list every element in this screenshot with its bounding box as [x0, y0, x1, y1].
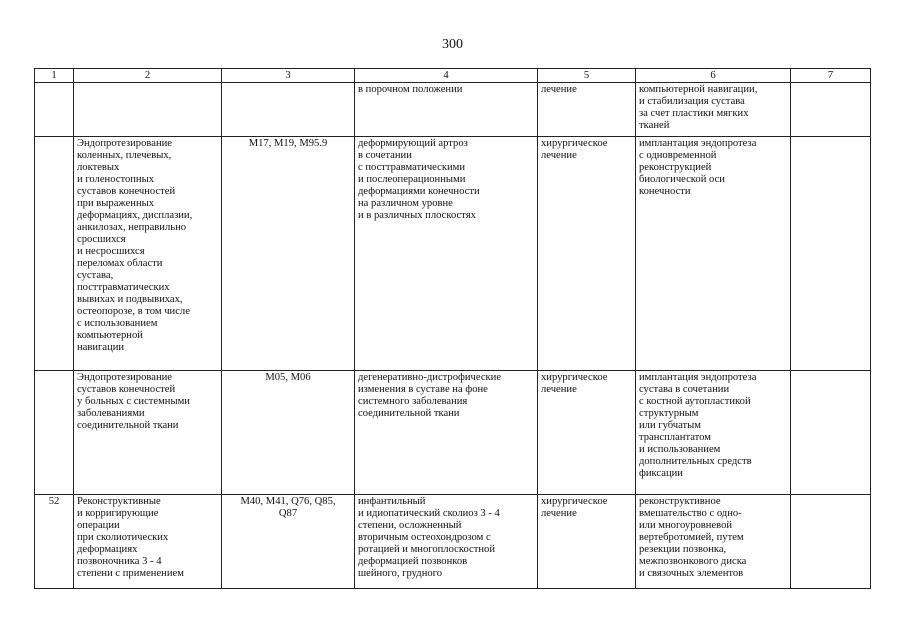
treatment-type-cell: хирургическое лечение [538, 371, 636, 495]
medical-procedures-table [34, 68, 871, 589]
procedure-name-cell [74, 83, 222, 137]
treatment-type-cell: хирургическое лечение [538, 495, 636, 589]
procedure-name-cell: Эндопротезирование коленных, плечевых, локтевых и голеностопных суставов конечностей при выраженных деформациях, дисплазии, анкилозах, неправильно сросшихся и несросшихся переломах области сустава, посттравматических вывихах и подвывихах, остеопорозе, в том числе с использованием компьютерной навигации [74, 137, 222, 371]
icd-codes-cell: M17, M19, M95.9 [222, 137, 355, 371]
cost-cell [791, 495, 871, 589]
patient-model-cell: инфантильный и идиопатический сколиоз 3 - 4 степени, осложненный вторичным остеохондрозом с ротацией и многоплоскостной деформацией позвонков шейного, грудного [355, 495, 538, 589]
column-header: 6 [636, 69, 791, 83]
procedure-name-cell: Реконструктивные и корригирующие операции при сколиотических деформациях позвоночника 3 - 4 степени с применением [74, 495, 222, 589]
patient-model-cell: деформирующий артроз в сочетании с посттравматическими и послеоперационными деформациями конечности на различном уровне и в различных плоскостях [355, 137, 538, 371]
cost-cell [791, 83, 871, 137]
row-number-cell [35, 83, 74, 137]
treatment-method-cell: компьютерной навигации, и стабилизация сустава за счет пластики мягких тканей [636, 83, 791, 137]
patient-model-cell: в порочном положении [355, 83, 538, 137]
row-number-cell: 52 [35, 495, 74, 589]
cost-cell [791, 371, 871, 495]
row-number-cell [35, 137, 74, 371]
treatment-type-cell: лечение [538, 83, 636, 137]
treatment-method-cell: имплантация эндопротеза сустава в сочетании с костной аутопластикой структурным или губчатым трансплантатом и использованием дополнительных средств фиксации [636, 371, 791, 495]
column-header: 1 [35, 69, 74, 83]
table-header-row [35, 69, 871, 83]
column-header: 4 [355, 69, 538, 83]
icd-codes-cell [222, 83, 355, 137]
page-number: 300 [442, 37, 463, 52]
column-header: 2 [74, 69, 222, 83]
row-number-cell [35, 371, 74, 495]
cost-cell [791, 137, 871, 371]
column-header: 7 [791, 69, 871, 83]
table-row [35, 495, 871, 589]
icd-codes-cell: M05, M06 [222, 371, 355, 495]
icd-codes-cell: M40, M41, Q76, Q85, Q87 [222, 495, 355, 589]
treatment-method-cell: имплантация эндопротеза с одновременной реконструкцией биологической оси конечности [636, 137, 791, 371]
column-header: 5 [538, 69, 636, 83]
treatment-type-cell: хирургическое лечение [538, 137, 636, 371]
column-header: 3 [222, 69, 355, 83]
procedure-name-cell: Эндопротезирование суставов конечностей у больных с системными заболеваниями соединительной ткани [74, 371, 222, 495]
table-row [35, 137, 871, 371]
table-row [35, 371, 871, 495]
patient-model-cell: дегенеративно-дистрофические изменения в суставе на фоне системного заболевания соединительной ткани [355, 371, 538, 495]
treatment-method-cell: реконструктивное вмешательство с одно- или многоуровневой вертебротомией, путем резекции позвонка, межпозвонкового диска и связочных элементов [636, 495, 791, 589]
table-row [35, 83, 871, 137]
